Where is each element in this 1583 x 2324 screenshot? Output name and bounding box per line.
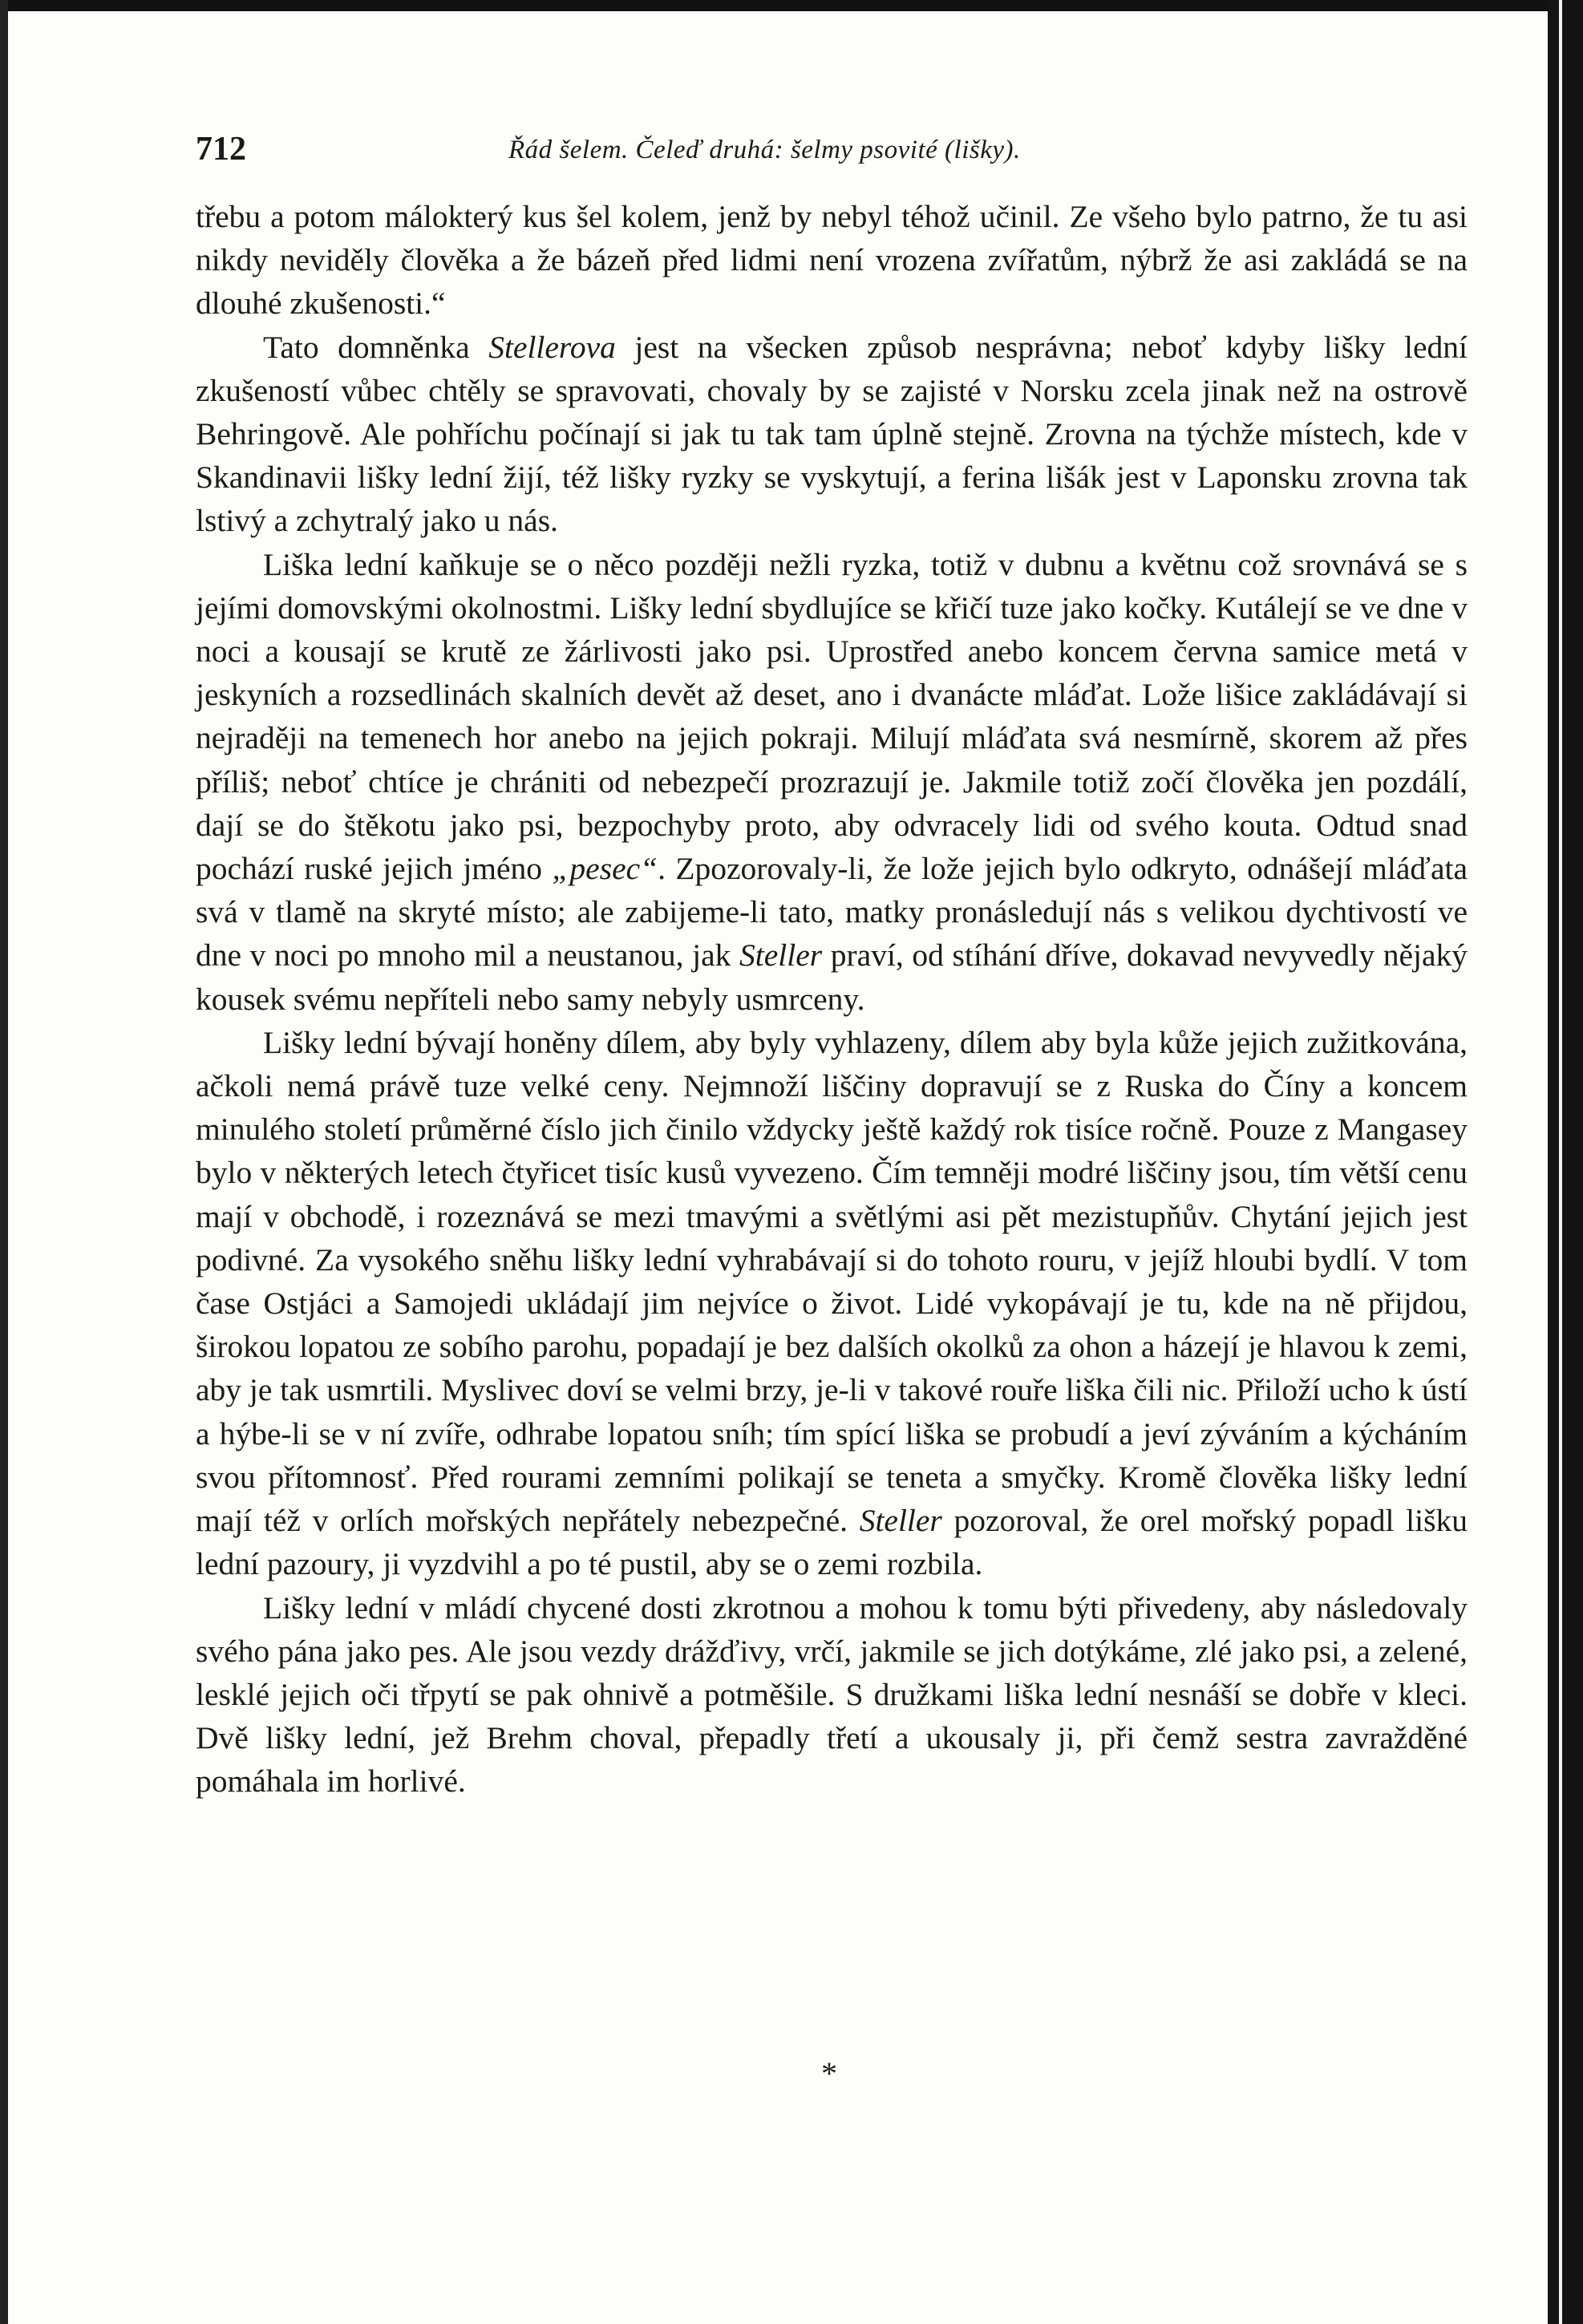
running-head: [196, 127, 1471, 175]
text-run: Tato domněnka: [263, 329, 489, 365]
text-run: jest na všecken způsob nesprávna; neboť kdyby lišky lední zkušeností vůbec chtěly se spravovati, chovaly by se zajisté v Norsku zcela jinak než na ostrově Behringově. Ale pohříchu počínají si jak tu tak tam úplně stejně. Zrovna na týchže místech, kde v Skandinavii lišky lední žijí, též lišky ryzky se vyskytují, a ferina lišák jest v Laponsku zrovna tak lstivý a zchytralý jako u nás.: [196, 329, 1468, 539]
paragraph: [196, 543, 1468, 1021]
paragraph: [196, 1021, 1468, 1586]
body-text: [196, 195, 1468, 1804]
scan-right-line: [1559, 0, 1562, 2324]
italic-name: Steller: [739, 937, 823, 974]
italic-term: „pesec“: [552, 851, 658, 887]
scan-right-edge: [1548, 0, 1583, 2324]
text-run: Lišky lední v mládí chycené dosti zkrotnou a mohou k tomu býti přivedeny, aby následovaly svého pána jako pes. Ale jsou vezdy drážďivy, vrčí, jakmile se jich dotýkáme, zlé jako psi, a zelené, lesklé jejich oči třpytí se pak ohnivě a potměšile. S družkami liška lední nesnáší se dobře v kleci. Dvě lišky lední, jež Brehm choval, přepadly třetí a ukousaly ji, při čemž sestra zavražděné pomáhala im horlivé.: [196, 1589, 1468, 1800]
running-title: Řád šelem. Čeleď druhá: šelmy psovité (lišky).: [508, 136, 1021, 164]
text-run: pozoroval, že orel mořský popadl lišku lední pazoury, ji vyzdvihl a po té pustil, aby se o zemi rozbila.: [196, 1503, 1468, 1582]
text-run: třebu a potom málokterý kus šel kolem, jenž by nebyl téhož učinil. Ze všeho bylo patrno, že tu asi nikdy neviděly člověka a že bázeň před lidmi není vrozena zvířatům, nýbrž že asi zakládá se na dlouhé zkušenosti.“: [196, 199, 1468, 322]
scan-top-edge: [0, 0, 1583, 11]
scan-left-edge: [0, 0, 8, 2324]
italic-name: Stellerova: [488, 329, 616, 365]
section-ornament: *: [821, 2055, 837, 2091]
text-run: praví, od stíhání dříve, dokavad nevyvedly nějaký kousek svému nepříteli nebo samy nebyly usmrceny.: [196, 937, 1468, 1017]
paragraph-continuation: [196, 195, 1468, 326]
text-run: Liška lední kaňkuje se o něco později nežli ryzka, totiž v dubnu a květnu což srovnává se s jejími domovskými okolnostmi. Lišky lední sbydlujíce se křičí tuze jako kočky. Kutálejí se ve dne v noci a kousají se krutě ze žárlivosti jako psi. Uprostřed anebo koncem června samice metá v jeskyních a rozsedlinách skalních devět až deset, ano i dvanácte mláďat. Lože lišice zakládávají si nejraději na temenech hor anebo na jejich pokraji. Milují mláďata svá nesmírně, skorem až přes příliš; neboť chtíce je chrániti od nebezpečí prozrazují je. Jakmile totiž zočí člověka jen pozdálí, dají se do štěkotu jako psi, bezpochyby proto, aby odvracely lidi od svého kouta. Odtud snad pochází ruské jejich jméno: [196, 546, 1468, 887]
page-number: 712: [196, 131, 246, 168]
paragraph: [196, 1586, 1468, 1804]
italic-name: Steller: [859, 1503, 942, 1539]
paragraph: [196, 326, 1468, 543]
text-run: Lišky lední bývají honěny dílem, aby byly vyhlazeny, dílem aby byla kůže jejich zužitkována, ačkoli nemá právě tuze velké ceny. Nejmnoží liščiny dopravují se z Ruska do Číny a koncem minulého století průměrné číslo jich činilo vždycky ještě každý rok tisíce ročně. Pouze z Mangasey bylo v některých letech čtyřicet tisíc kusů vyvezeno. Čím temněji modré liščiny jsou, tím větší cenu mají v obchodě, i rozeznává se mezi tmavými a světlými asi pět mezistupňův. Chytání jejich jest podivné. Za vysokého sněhu lišky lední vyhrabávají si do tohoto rouru, v jejíž hloubi bydlí. V tom čase Ostjáci a Samojedi ukládají jim nejvíce o život. Lidé vykopávají je tu, kde na ně přijdou, širokou lopatou ze sobího parohu, popadají je bez dalších okolků za ohon a házejí je hlavou k zemi, aby je tak usmrtili. Myslivec doví se velmi brzy, je-li v takové rouře liška čili nic. Přiloží ucho k ústí a hýbe-li se v ní zvíře, odhrabe lopatou sníh; tím spící liška se probudí a jeví zýváním a kýcháním svou přítomnosť. Před rourami zemními polikají se teneta a smyčky. Kromě člověka lišky lední mají též v orlích mořských nepřátely nebezpečné.: [196, 1024, 1468, 1539]
text-run: . Zpozorovaly-li, že lože jejich bylo odkryto, odnášejí mláďata svá v tlamě na skryté místo; ale zabijeme-li tato, matky pronásledují nás s velikou dychtivostí ve dne v noci po mnoho mil a neustanou, jak: [196, 851, 1468, 974]
